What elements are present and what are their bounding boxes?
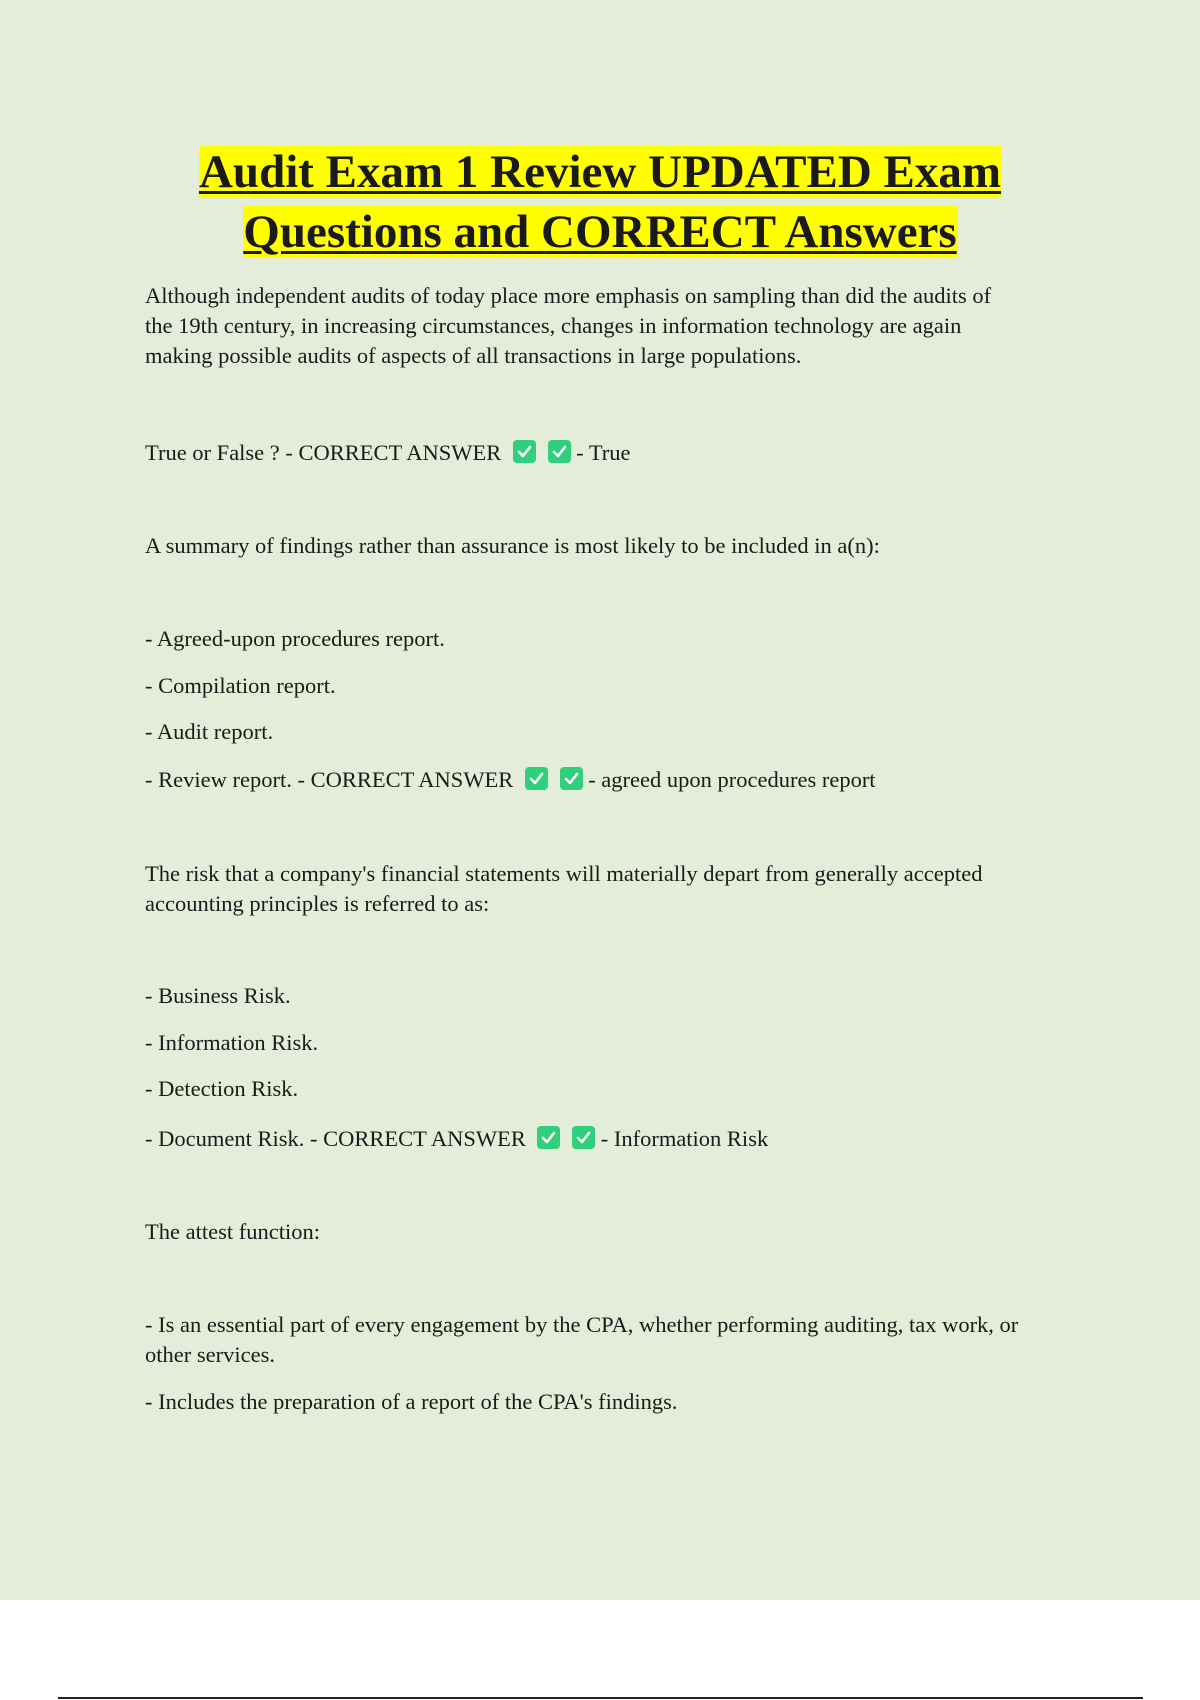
- q3-answer: - Information Risk: [600, 1126, 769, 1151]
- q3-option-3: - Detection Risk.: [145, 1076, 299, 1101]
- q3-text-line-1: The risk that a company's financial statements will materially depart from generally accepted: [145, 861, 983, 886]
- q2-option-2: - Compilation report.: [145, 673, 336, 698]
- footer-rule: [58, 1697, 1143, 1699]
- q2-answer: - agreed upon procedures report: [588, 767, 876, 792]
- check-mark-icon: [548, 440, 571, 463]
- q1-text-line-1: Although independent audits of today place more emphasis on sampling than did the audits of: [145, 283, 992, 308]
- q3-option-2: - Information Risk.: [145, 1030, 319, 1055]
- q1-text-line-2: the 19th century, in increasing circumstances, changes in information technology are again: [145, 313, 962, 338]
- q1-prompt: True or False ? - CORRECT ANSWER: [145, 440, 502, 465]
- q2-question: A summary of findings rather than assurance is most likely to be included in a(n):: [145, 533, 880, 558]
- q4-question: The attest function:: [145, 1219, 320, 1244]
- q2-option-4: - Review report. - CORRECT ANSWER: [145, 767, 514, 792]
- q2-option-1: - Agreed-upon procedures report.: [145, 626, 445, 651]
- q3-option-1: - Business Risk.: [145, 983, 291, 1008]
- check-mark-icon: [572, 1126, 595, 1149]
- q3-option-4: - Document Risk. - CORRECT ANSWER: [145, 1126, 526, 1151]
- q3-text-line-2: accounting principles is referred to as:: [145, 891, 490, 916]
- check-mark-icon: [513, 440, 536, 463]
- q4-option-1-line-2: other services.: [145, 1342, 275, 1367]
- q1-answer: - True: [576, 440, 631, 465]
- title-line-1: Audit Exam 1 Review UPDATED Exam: [198, 146, 1002, 198]
- q1-text-line-3: making possible audits of aspects of all transactions in large populations.: [145, 343, 802, 368]
- q2-answer-line: [145, 764, 876, 795]
- q1-answer-line: [145, 437, 631, 468]
- q4-option-1-line-1: - Is an essential part of every engagement by the CPA, whether performing auditing, tax work, or: [145, 1312, 1019, 1337]
- check-mark-icon: [525, 767, 548, 790]
- document-title: [0, 142, 1200, 262]
- q4-option-2: - Includes the preparation of a report of the CPA's findings.: [145, 1389, 678, 1414]
- check-mark-icon: [537, 1126, 560, 1149]
- title-line-2: Questions and CORRECT Answers: [243, 206, 957, 258]
- q2-option-3: - Audit report.: [145, 719, 274, 744]
- check-mark-icon: [560, 767, 583, 790]
- q3-answer-line: [145, 1123, 768, 1154]
